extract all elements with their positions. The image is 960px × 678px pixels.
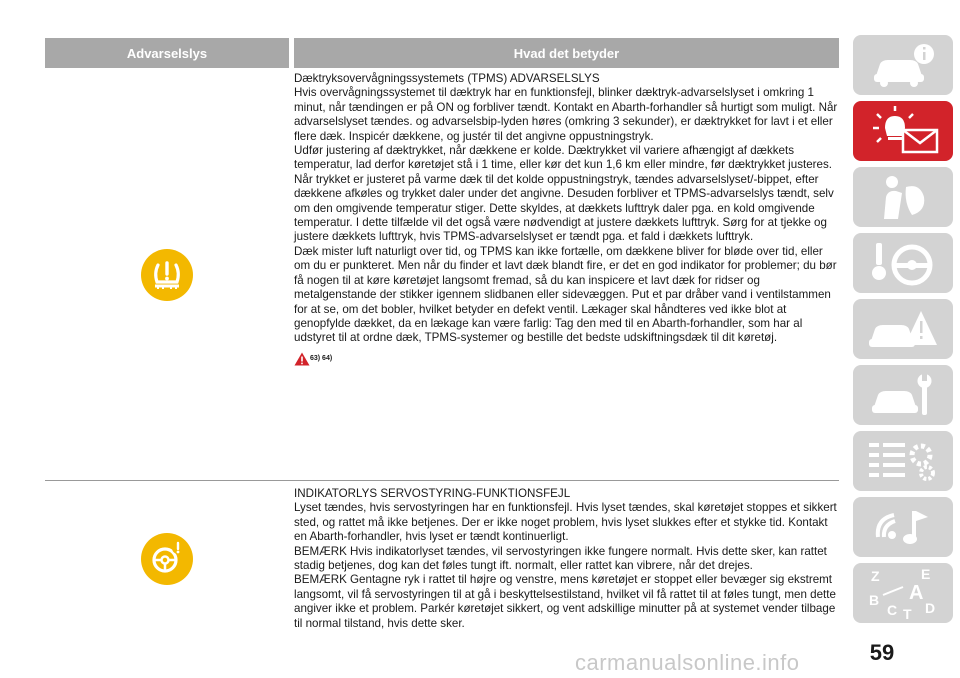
power-steering-note: BEMÆRK Hvis indikatorlyset tændes, vil servostyringen ikke fungere normalt. Hvis dette sker, kan rattet stadig betjenes, dog kan det føles tungt ift. normalt, eller rattet kan vibrere, når det drejes. [294, 544, 827, 573]
warning-triangle-icon [294, 352, 310, 366]
emergency-icon [865, 305, 941, 353]
starting-driving-icon [868, 239, 938, 287]
power-steering-title: INDIKATORLYS SERVOSTYRING-FUNKTIONSFEJL [294, 487, 571, 500]
power-steering-paragraph: Lyset tændes, hvis servostyringen har en funktionsfejl. Hvis lyset tændes, skal køretøjet stoppes et sikkert sted, og rattet må ikke betjenes. Der er ikke noget problem, hvis lyset slukkes efter et stykke tid. Kontakt en Abarth-forhandler, hvis lyset er tændt kontinuerligt. [294, 501, 837, 544]
power-steering-warning-icon [141, 533, 193, 585]
svg-text:A: A [909, 582, 924, 604]
tab-emergency[interactable] [853, 299, 953, 359]
tpms-paragraph: Udfør justering af dæktrykket, når dækkene er kolde. Dæktrykket vil variere afhængigt af dækkets temperatur, lad derfor køretøjet stå i 1 time, eller kør det kun 1,6 km eller mindre, før dæktrykket justeres. Når trykket er justeret på varme dæk til det kolde oppustningstryk, tændes advarselslyset/-bippet, efter dækkene afkøles og trykket daler under det angivne. Desuden forbliver et TPMS-advarselslys tændt, selv om den omgivende temperatur stiger. Dette skyldes, at dækkets lufttryk daler pga. en kold omgivende temperatur. I dette tilfælde vil det også være nødvendigt at justere dækkets lufttryk. Sørg for at tjekke og justere dækkets lufttryk, hvis TPMS-advarselslyset er tændt pga. et fald i dækkets lufttryk. [294, 144, 834, 244]
chapter-sidebar [853, 35, 953, 629]
tpms-paragraph: Hvis overvågningssystemet til dæktryk har en funktionsfejl, blinker dæktryk-advarselslyset i omkring 1 minut, når tændingen er på ON og forbliver tændt. Kontakt en Abarth-forhandler så hurtigt som muligt. Når advarselslyset tændes. og advarselsbip-lyden høres (omkring 3 sekunder), er dæktrykket for lavt i et eller flere dæk. Inspicér dækkene, og justér til det angivne oppustningstryk. [294, 86, 838, 143]
tab-technical-data[interactable] [853, 431, 953, 491]
safety-airbag-icon [868, 173, 938, 221]
svg-text:C: C [887, 602, 898, 618]
maintenance-icon [868, 371, 938, 419]
header-warning-light: Advarselslys [126, 45, 208, 61]
tpms-title: Dæktryksovervågningssystemets (TPMS) ADVARSELSLYS [294, 72, 600, 85]
svg-text:T: T [903, 606, 912, 621]
tab-multimedia[interactable] [853, 497, 953, 557]
tab-warning-lights[interactable] [853, 101, 953, 161]
svg-text:B: B [869, 592, 880, 608]
warning-lights-icon [863, 106, 943, 156]
svg-text:E: E [921, 566, 931, 582]
table-row-tpms [45, 68, 839, 477]
power-steering-note: BEMÆRK Gentagne ryk i rattet til højre og venstre, mens køretøjet er stoppet eller bevæger sig ekstremt langsomt, vil få servostyringen til at gå i beskyttelsestilstand, hvilket vil få rattet til at føles tungt, men dette angiver ikke et problem. Parkér køretøjet sikkert, og vent adskillige minutter på at systemet vender tilbage til normal tilstand, hvis dette sker. [294, 573, 836, 630]
watermark: carmanualsonline.info [575, 650, 800, 675]
tab-safety[interactable] [853, 167, 953, 227]
tab-starting-driving[interactable] [853, 233, 953, 293]
warning-lights-table [45, 38, 839, 631]
tpms-paragraph: Dæk mister luft naturligt over tid, og TPMS kan ikke fortælle, om dækkene bliver for bløde over tid, eller om du er punkteret. Men når du finder et lavt dæk blandt fire, er det en god indikator for problemer; du bør få nogen til at køre køretøjet langsomt fremad, så du kan inspicere et lavt dæk for ridser og metalgenstande der stikker igennem slidbanen eller sidevæggen. Put et par dråber vand i ventilstammen for at se, om det bobler, hvilket betyder en defekt ventil. Lækager skal håndteres ved ikke blot at genopfylde dækket, da en lækage kan være farlig: Tag den med til en Abarth-forhandler, som har al udstyret til at ordne dæk, TPMS-systemer og bestille det bedste udskiftningsdæk til dit køretøj. [294, 244, 837, 345]
multimedia-icon [868, 503, 938, 551]
svg-text:Z: Z [871, 568, 880, 584]
technical-data-icon [865, 437, 941, 485]
warning-refs-text: 63) 64) [310, 354, 333, 362]
tab-index[interactable] [853, 563, 953, 623]
svg-text:D: D [925, 600, 936, 616]
car-info-icon [868, 42, 938, 88]
page-number: 59 [869, 640, 895, 665]
table-row-power-steering [45, 480, 839, 631]
warning-reference [294, 352, 839, 366]
table-header [45, 38, 839, 68]
index-icon [865, 565, 941, 621]
tpms-description [289, 72, 839, 477]
power-steering-description [289, 487, 839, 631]
tab-car-info[interactable] [853, 35, 953, 95]
header-meaning: Hvad det betyder [513, 45, 620, 61]
tab-maintenance[interactable] [853, 365, 953, 425]
tpms-warning-icon [141, 249, 193, 301]
